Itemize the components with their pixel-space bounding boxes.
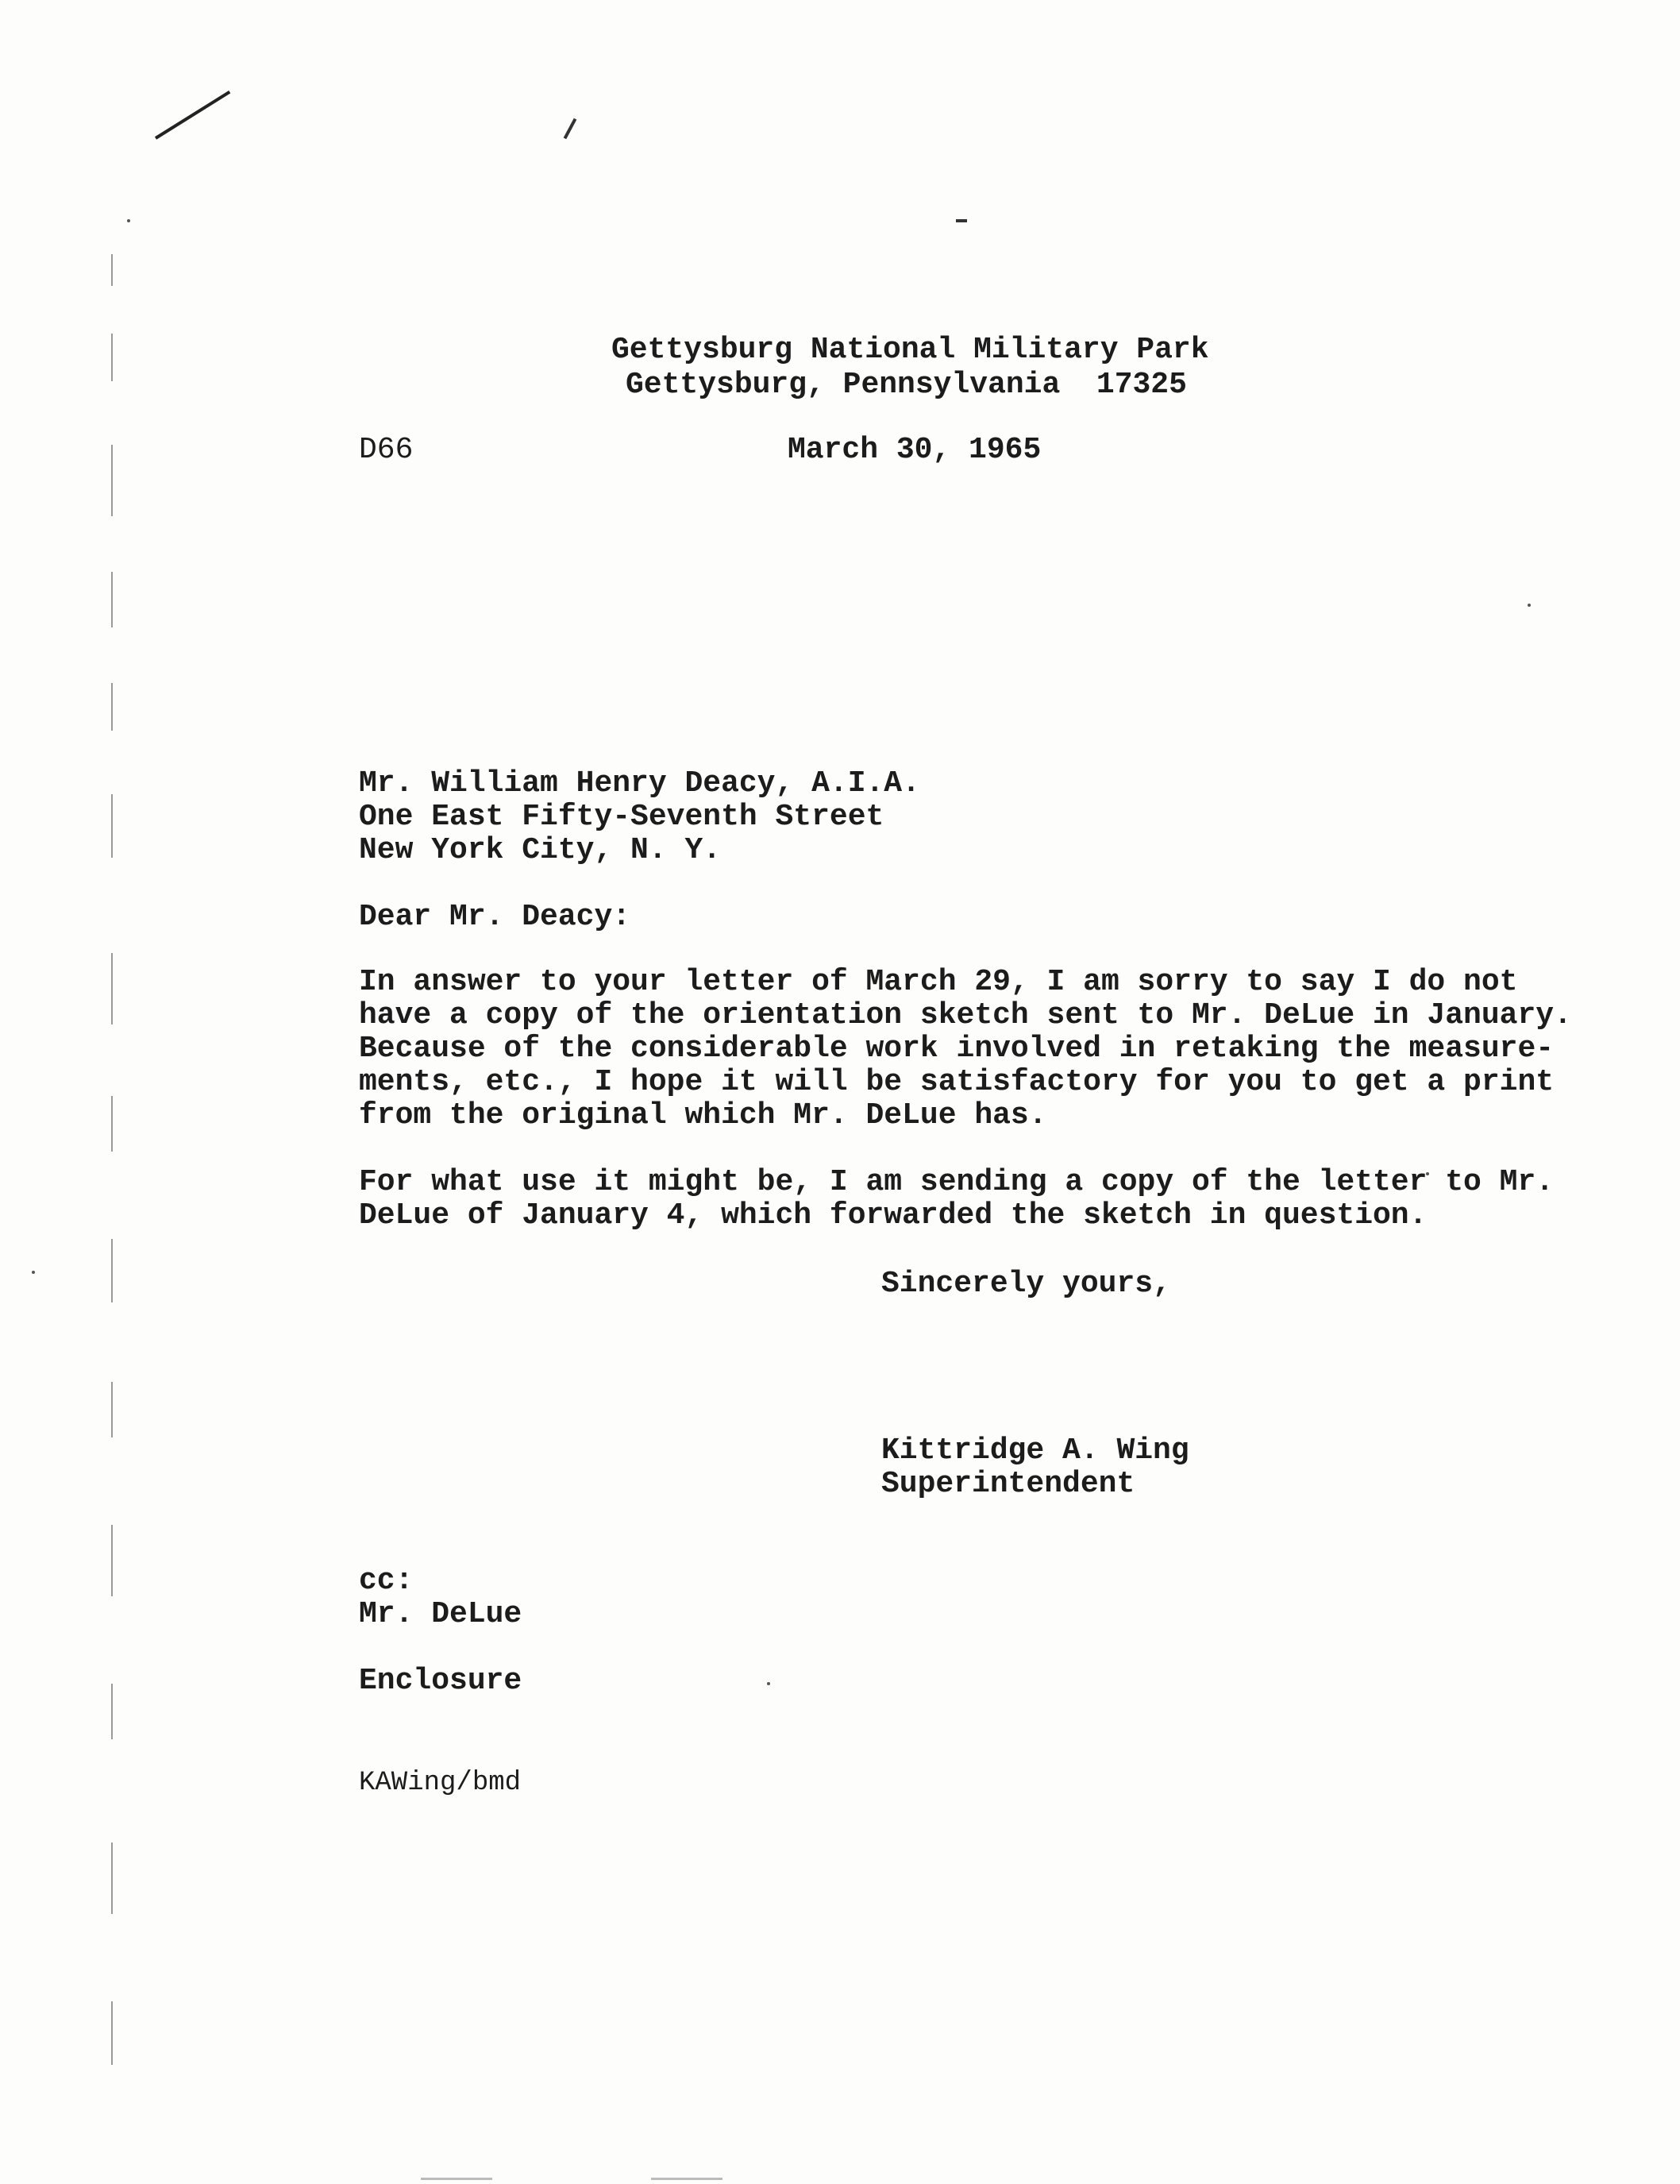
- margin-dash: [111, 2001, 113, 2065]
- body-line: Because of the considerable work involved in retaking the measure-: [359, 1032, 1555, 1066]
- body-line: DeLue of January 4, which forwarded the sketch in question.: [359, 1198, 1428, 1233]
- margin-dash: [111, 1684, 113, 1739]
- scan-speck: [1528, 604, 1531, 607]
- margin-dash: [111, 1525, 113, 1596]
- scan-speck: [32, 1271, 35, 1274]
- margin-dash: [111, 254, 113, 286]
- recipient-street: One East Fifty-Seventh Street: [359, 800, 884, 834]
- letter-date: March 30, 1965: [788, 433, 1042, 467]
- body-line: In answer to your letter of March 29, I am sorry to say I do not: [359, 965, 1518, 999]
- margin-dash: [111, 1239, 113, 1302]
- file-code: D66: [359, 433, 414, 467]
- pen-slash-mark: [155, 91, 230, 140]
- margin-dash: [111, 334, 113, 381]
- margin-dash: [111, 572, 113, 627]
- complimentary-close: Sincerely yours,: [881, 1267, 1171, 1301]
- recipient-name: Mr. William Henry Deacy, A.I.A.: [359, 766, 920, 801]
- letterhead-address: Gettysburg, Pennsylvania 17325: [626, 368, 1187, 402]
- margin-dash: [111, 953, 113, 1024]
- cc-label: cc:: [359, 1564, 414, 1598]
- body-line: ments, etc., I hope it will be satisfactory for you to get a print: [359, 1065, 1555, 1099]
- bottom-edge-mark: [651, 2178, 722, 2180]
- body-line: from the original which Mr. DeLue has.: [359, 1098, 1047, 1133]
- signer-title: Superintendent: [881, 1467, 1135, 1501]
- margin-dash: [111, 683, 113, 731]
- salutation: Dear Mr. Deacy:: [359, 900, 631, 934]
- margin-dash: [111, 1382, 113, 1437]
- scan-speck: [767, 1682, 770, 1685]
- scan-speck: [127, 219, 130, 222]
- recipient-city: New York City, N. Y.: [359, 833, 722, 867]
- enclosure-note: Enclosure: [359, 1664, 522, 1698]
- margin-dash: [111, 1096, 113, 1152]
- body-line: For what use it might be, I am sending a copy of the letter to Mr.: [359, 1165, 1555, 1199]
- margin-dash: [111, 445, 113, 516]
- signer-name: Kittridge A. Wing: [881, 1433, 1189, 1468]
- typist-initials: KAWing/bmd: [359, 1768, 522, 1798]
- margin-dash: [111, 794, 113, 858]
- bottom-edge-mark: [421, 2178, 492, 2180]
- pen-tick-mark: [564, 118, 577, 140]
- scan-dash-mark: [956, 219, 967, 222]
- letterhead-park-name: Gettysburg National Military Park: [611, 333, 1209, 367]
- margin-dash: [111, 1843, 113, 1914]
- cc-recipient: Mr. DeLue: [359, 1597, 522, 1631]
- body-line: have a copy of the orientation sketch sent to Mr. DeLue in January.: [359, 998, 1572, 1032]
